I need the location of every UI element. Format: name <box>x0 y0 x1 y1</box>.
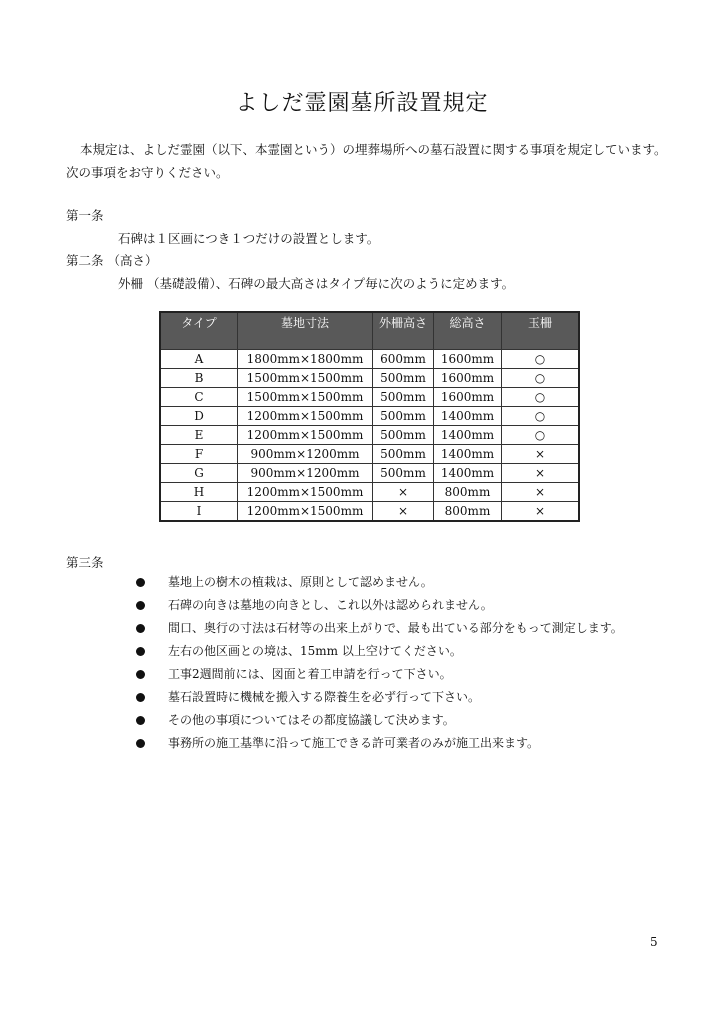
table-cell: 1400mm <box>434 445 502 464</box>
bullet-icon <box>136 693 145 702</box>
table-cell: × <box>373 483 434 502</box>
table-row <box>160 502 579 522</box>
table-cell: 1600mm <box>434 350 502 369</box>
list-item <box>136 617 623 640</box>
list-item <box>136 571 623 594</box>
table-cell: C <box>160 388 238 407</box>
header-plot-size: 墓地寸法 <box>238 312 373 350</box>
table-cell: H <box>160 483 238 502</box>
article-3-list <box>136 571 623 755</box>
header-fence-height: 外柵高さ <box>373 312 434 350</box>
table-row <box>160 350 579 369</box>
table-cell: 1400mm <box>434 464 502 483</box>
article-1-heading: 第一条 <box>66 208 104 223</box>
intro-line-1: 本規定は、よしだ霊園（以下、本霊園という）の埋葬場所への墓石設置に関する事項を規定しています。 <box>80 142 667 157</box>
list-item-text: 事務所の施工基準に沿って施工できる許可業者のみが施工出来ます。 <box>168 736 540 750</box>
table-cell: ○ <box>502 369 580 388</box>
table-cell: × <box>502 502 580 522</box>
list-item-text: 間口、奥行の寸法は石材等の出来上がりで、最も出ている部分をもって測定します。 <box>168 621 623 635</box>
table-row <box>160 388 579 407</box>
table-cell: 1200mm×1500mm <box>238 407 373 426</box>
page-title: よしだ霊園墓所設置規定 <box>235 91 489 116</box>
table-cell: 900mm×1200mm <box>238 445 373 464</box>
list-item-text: 石碑の向きは墓地の向きとし、これ以外は認められません。 <box>168 598 493 612</box>
table-cell: 1800mm×1800mm <box>238 350 373 369</box>
list-item <box>136 640 623 663</box>
list-item-text: 墓地上の樹木の植栽は、原則として認めません。 <box>168 575 433 589</box>
table-cell: ○ <box>502 388 580 407</box>
table-cell: 800mm <box>434 502 502 522</box>
table-cell: 1600mm <box>434 388 502 407</box>
table-cell: × <box>502 445 580 464</box>
table-cell: E <box>160 426 238 445</box>
table-body <box>160 350 579 522</box>
list-item-text: その他の事項についてはその都度協議して決めます。 <box>168 713 455 727</box>
article-2-body: 外柵 （基礎設備）、石碑の最大高さはタイプ毎に次のように定めます。 <box>118 276 515 291</box>
table-cell: 600mm <box>373 350 434 369</box>
table-cell: ○ <box>502 426 580 445</box>
table-cell: G <box>160 464 238 483</box>
page-number: 5 <box>650 935 658 949</box>
table-cell: × <box>502 464 580 483</box>
table-cell: 1400mm <box>434 407 502 426</box>
table-cell: 1500mm×1500mm <box>238 369 373 388</box>
table-cell: × <box>502 483 580 502</box>
article-3-heading: 第三条 <box>66 555 104 570</box>
article-2-heading: 第二条 （高さ） <box>66 253 158 268</box>
bullet-icon <box>136 739 145 748</box>
table-row <box>160 426 579 445</box>
table-cell: 1200mm×1500mm <box>238 502 373 522</box>
header-tamagaki: 玉柵 <box>502 312 580 350</box>
table-cell: D <box>160 407 238 426</box>
header-total-height: 総高さ <box>434 312 502 350</box>
table-cell: 500mm <box>373 464 434 483</box>
table-cell: ○ <box>502 407 580 426</box>
table-cell: 500mm <box>373 426 434 445</box>
table-row <box>160 445 579 464</box>
table-cell: F <box>160 445 238 464</box>
list-item <box>136 732 623 755</box>
bullet-icon <box>136 624 145 633</box>
table-cell: 900mm×1200mm <box>238 464 373 483</box>
table-cell: 1600mm <box>434 369 502 388</box>
table-cell: 1400mm <box>434 426 502 445</box>
list-item <box>136 663 623 686</box>
table-cell: × <box>373 502 434 522</box>
list-item-text: 工事2週間前には、図面と着工申請を行って下さい。 <box>168 667 452 681</box>
bullet-icon <box>136 670 145 679</box>
bullet-icon <box>136 578 145 587</box>
table-cell: 500mm <box>373 407 434 426</box>
table-cell: A <box>160 350 238 369</box>
bullet-icon <box>136 647 145 656</box>
table-cell: 1200mm×1500mm <box>238 483 373 502</box>
list-item <box>136 594 623 617</box>
header-type: タイプ <box>160 312 238 350</box>
list-item <box>136 709 623 732</box>
table-row <box>160 369 579 388</box>
table-header-row <box>160 312 579 350</box>
intro-line-2: 次の事項をお守りください。 <box>66 165 229 180</box>
list-item-text: 墓石設置時に機械を搬入する際養生を必ず行って下さい。 <box>168 690 481 704</box>
table-row <box>160 407 579 426</box>
table-cell: 1200mm×1500mm <box>238 426 373 445</box>
height-spec-table <box>159 311 580 522</box>
table-cell: 1500mm×1500mm <box>238 388 373 407</box>
table-cell: I <box>160 502 238 522</box>
table-cell: 800mm <box>434 483 502 502</box>
list-item-text: 左右の他区画との境は、15mm 以上空けてください。 <box>168 644 462 658</box>
table-cell: 500mm <box>373 445 434 464</box>
bullet-icon <box>136 601 145 610</box>
table-row <box>160 464 579 483</box>
table-cell: 500mm <box>373 369 434 388</box>
table-cell: ○ <box>502 350 580 369</box>
table-row <box>160 483 579 502</box>
article-1-body: 石碑は１区画につき１つだけの設置とします。 <box>118 231 380 246</box>
bullet-icon <box>136 716 145 725</box>
intro-paragraph <box>66 138 666 184</box>
list-item <box>136 686 623 709</box>
table-cell: 500mm <box>373 388 434 407</box>
table-cell: B <box>160 369 238 388</box>
